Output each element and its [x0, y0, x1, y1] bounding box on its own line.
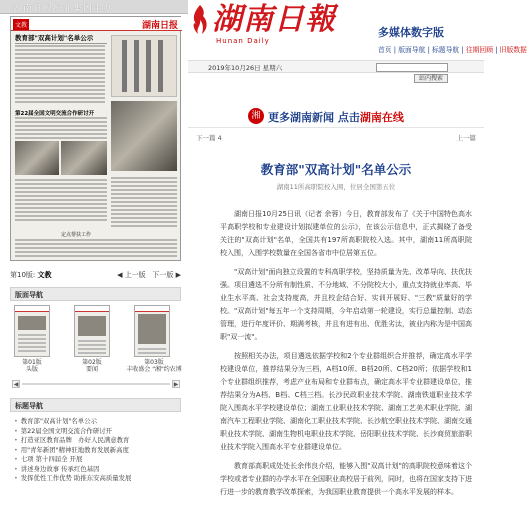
layout-thumb-03[interactable] — [134, 305, 170, 357]
thumbnail-vertical-headline[interactable] — [111, 35, 177, 97]
thumbnail-photo-3[interactable] — [61, 141, 107, 175]
link-layout-nav[interactable]: 版面导航 — [398, 46, 426, 54]
masthead — [188, 0, 527, 62]
thumbnail-text-block-4 — [111, 177, 177, 229]
link-separator: | — [425, 46, 433, 54]
thumbnail-text-block-2 — [15, 117, 107, 141]
thumbnail-photo-2[interactable] — [15, 141, 59, 175]
prev-page-icon: ◀ — [117, 271, 123, 279]
top-links — [378, 44, 527, 54]
title-nav-header — [10, 398, 181, 412]
search-button[interactable]: 站内搜索 — [414, 74, 448, 83]
thumbnail-photo-1[interactable] — [111, 101, 177, 171]
article-navigation — [196, 131, 476, 143]
next-article-link[interactable]: 上一篇 — [456, 134, 476, 142]
layout-scrollbar[interactable] — [12, 380, 180, 388]
link-title-nav[interactable]: 标题导航 — [432, 46, 460, 54]
date-bar — [188, 60, 484, 73]
link-home[interactable]: 首页 — [378, 46, 392, 54]
page-number: 第10版: 文教 — [10, 271, 52, 279]
scroll-right-icon[interactable]: ▶ — [173, 381, 179, 388]
thumbnail-subheadline[interactable]: 第22届全国文明交流合作研讨开 — [15, 111, 95, 117]
left-panel — [0, 0, 188, 500]
article-paragraph: 湖南日报10月25日讯（记者 余蓉）今日，教育部发布了《关于中国特色高水平高职学校和专业建设计划拟建单位的公示》，在该公示信息中，正式揭晓了备受关注的"双高计划"名单，全国共有197所高职院校入选。其中，湖南11所高职院校入围，入围学校数量在全国各省市中位居第五位。 — [220, 210, 472, 257]
headline-item[interactable]: • 七项 第十四届全 开展 — [14, 455, 182, 465]
layout-thumbnails — [10, 305, 181, 375]
thumbnail-text-block-3 — [15, 179, 107, 223]
headline-item[interactable]: • 讲述身边故事 传承红色基因 — [14, 465, 182, 475]
link-archive[interactable]: 往期回顾 — [465, 46, 494, 54]
next-page-link[interactable]: 下一版 ▶ — [152, 271, 181, 279]
headline-item[interactable]: • 发挥优性工作优势 助推东安高质量发展 — [14, 474, 182, 484]
article-paragraph: 教育部高职成处处长余伟良介绍，能够入围"双高计划"的高职院校意味着这个学校或者专业群的办学水平在全国职业高校居于前列，同时，也将在国家支持下进行进一步的教育教学改革探索，为我国职业教育提供一个高水平发展的样本。 — [220, 462, 472, 496]
layout-thumb-01[interactable] — [14, 305, 50, 357]
thumbnail-logo: 湖南日报 — [141, 21, 178, 31]
hunan-online-icon: 湘 — [248, 108, 264, 124]
group-header-bar — [0, 0, 188, 14]
scroll-track[interactable] — [22, 383, 170, 385]
link-separator: | — [391, 46, 399, 54]
issue-date: 2019年10月26日 星期六 — [208, 64, 283, 72]
layout-thumb-01-sub: 头版 — [25, 366, 38, 373]
headline-item[interactable]: • 教育部"双高计划"名单公示 — [14, 417, 182, 427]
layout-thumb-02-sub: 要闻 — [85, 366, 98, 373]
layout-thumb-02-caption[interactable] — [69, 359, 115, 373]
layout-thumb-02-label: 第02版 — [82, 359, 102, 366]
layout-nav-title: 版面导航 — [15, 291, 43, 299]
link-separator: | — [493, 46, 500, 54]
next-page-icon: ▶ — [175, 271, 181, 279]
article-body — [220, 208, 472, 505]
layout-thumb-03-caption[interactable] — [126, 359, 182, 373]
thumbnail-text-block-5 — [15, 239, 177, 259]
headline-list — [14, 417, 182, 484]
headline-item[interactable]: • 用"青年新团"精神驻地教育发展新高度 — [14, 446, 182, 456]
page-thumbnail[interactable] — [10, 16, 181, 261]
link-old-data[interactable]: 旧版数据 — [499, 46, 527, 54]
layout-thumb-02[interactable] — [74, 305, 110, 357]
search-input[interactable] — [376, 63, 448, 72]
flame-logo-icon — [190, 4, 210, 36]
thumbnail-bottom-caption: 定点帮扶工作 — [61, 232, 92, 238]
layout-thumb-03-label: 第03版 — [144, 359, 164, 366]
headline-item[interactable]: • 第22届全国文明交流合作研讨开 — [14, 427, 182, 437]
page-pager — [117, 270, 181, 280]
main-panel — [188, 0, 527, 500]
prev-article-link[interactable]: 下一篇 4 — [196, 134, 222, 142]
newspaper-logo-en: Hunan Daily — [216, 37, 270, 45]
thumbnail-masthead — [11, 17, 182, 31]
article-title: 教育部"双高计划"名单公示 — [260, 162, 412, 177]
title-nav-title: 标题导航 — [15, 402, 43, 410]
scroll-left-icon[interactable]: ◀ — [13, 381, 19, 388]
layout-thumb-03-sub: 丰收盛会 "湘"约农博 — [126, 366, 182, 373]
prev-page-link[interactable]: ◀ 上一版 — [117, 271, 146, 279]
headline-item[interactable]: • 打造亚区教育品牌 办好人民满意教育 — [14, 436, 182, 446]
thumbnail-headline[interactable]: 教育部"双高计划"名单公示 — [15, 33, 107, 44]
link-separator: | — [459, 46, 466, 54]
thumbnail-text-block — [15, 45, 105, 105]
banner-text: 更多湖南新闻 点击湖南在线 — [268, 111, 404, 124]
article-paragraph: "双高计划"面向独立设置的专科高职学校，坚持质量为先、改革导向、扶优扶强。项目遴选不分所有制性质、不分地域、不分院校大小，重点支持就业率高、毕业生水平高、社会支持度高，并且校企结合好、实训开展好、"三教"质量好的学校。"双高计划"每五年一个支持周期，今年启动第一轮建设，实行总量控制、动态管理，进行年度评价、期满考核，并且有进有出、优胜劣汰，被业内称为是中国高职"双一流"。 — [220, 268, 472, 341]
thumbnail-section-tag: 文教 — [13, 19, 29, 30]
article-subtitle: 湖南11所高职院校入围，位居全国第五位 — [276, 183, 396, 191]
layout-thumb-01-label: 第01版 — [22, 359, 42, 366]
search-row — [188, 73, 484, 84]
hunan-online-banner[interactable] — [188, 106, 484, 128]
article-paragraph: 按照相关办法，项目遴选依据学校和2个专业群组织合并推荐，确定高水平学校建设单位，推荐结果分为三档，A档10所、B档20所、C档20所；依据学校和1个专业群组织推荐，考虑产业布局和专业群布点，确定高水平专业群建设单位，推荐结果分为A档、B档、C档三档。长沙民政职业技术学院、湖南铁道职业技术学院入围高水平学校建设单位；湖南工业职业技术学院、湖南工艺美术职业学院、湖南汽车工程职业学院、湖南化工职业技术学院、长沙航空职业技术学院、湖南交通职业技术学院、湖南生物机电职业技术学院、岳阳职业技术学院、长沙商贸旅游职业技术学院入围高水平专业群建设单位。 — [220, 352, 472, 451]
layout-nav-header — [10, 287, 181, 301]
layout-thumb-01-caption[interactable] — [9, 359, 55, 373]
edition-label: 多媒体数字版 — [378, 26, 444, 39]
group-header-text: 湖南日报报业集团主办 — [13, 4, 114, 14]
page-navigation — [10, 268, 181, 282]
newspaper-logo[interactable]: 湖南日報 — [212, 2, 336, 37]
